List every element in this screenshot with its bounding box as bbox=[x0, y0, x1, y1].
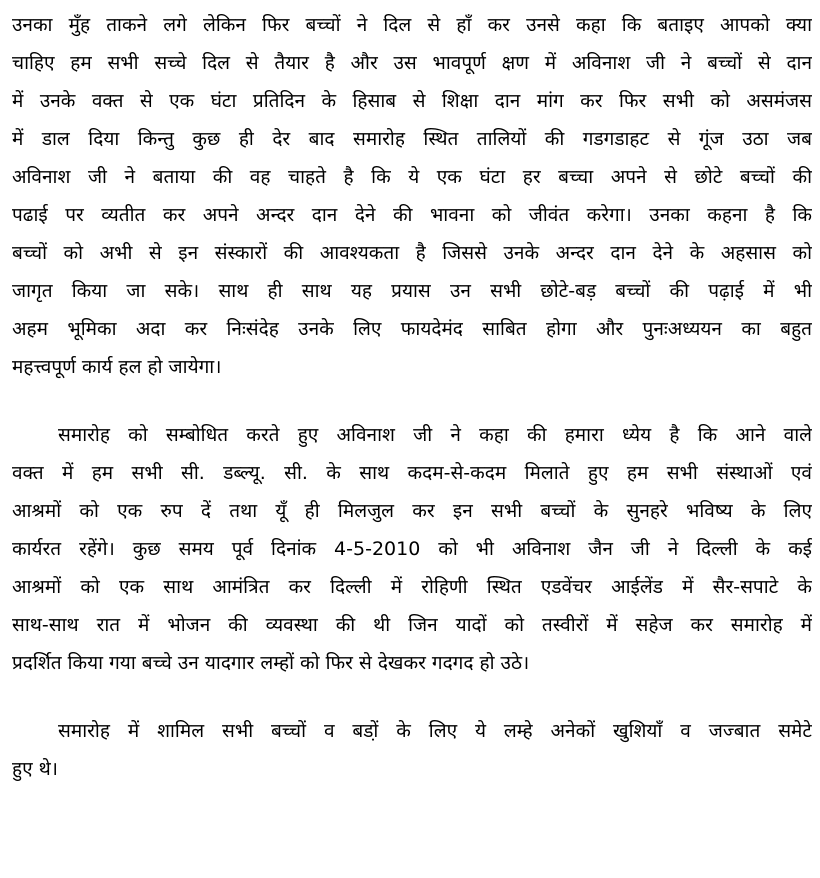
text-line: उनका मुँह ताकने लगे लेकिन फिर बच्चों ने दिल से हाँ कर उनसे कहा कि बताइए आपको क्या bbox=[12, 14, 812, 36]
text-line: महत्त्वपूर्ण कार्य हल हो जायेगा। bbox=[12, 356, 222, 378]
text-line: अहम भूमिका अदा कर निःसंदेह उनके लिए फायदेमंद साबित होगा और पुनःअध्ययन का बहुत bbox=[12, 318, 812, 340]
text-line: जागृत किया जा सके। साथ ही साथ यह प्रयास उन सभी छोटे-बड़ बच्चों की पढ़ाई में भी bbox=[12, 280, 812, 302]
text-line: आश्रमों को एक साथ आमंत्रित कर दिल्ली में रोहिणी स्थित एडवेंचर आईलेंड में सैर-सपाटे के bbox=[12, 576, 812, 598]
paragraph-2 bbox=[12, 416, 812, 682]
text-line: प्रदर्शित किया गया बच्चे उन यादगार लम्हों को फिर से देखकर गदगद हो उठे। bbox=[12, 652, 530, 674]
text-line: कार्यरत रहेंगे। कुछ समय पूर्व दिनांक 4-5-2010 को भी अविनाश जैन जी ने दिल्ली के कई bbox=[12, 538, 812, 560]
text-line: में उनके वक्त से एक घंटा प्रतिदिन के हिसाब से शिक्षा दान मांग कर फिर सभी को असमंजस bbox=[12, 90, 812, 112]
text-line: साथ-साथ रात में भोजन की व्यवस्था की थी जिन यादों को तस्वीरों में सहेज कर समारोह में bbox=[12, 614, 812, 636]
text-line: अविनाश जी ने बताया की वह चाहते है कि ये एक घंटा हर बच्चा अपने से छोटे बच्चों की bbox=[12, 166, 812, 188]
paragraph-spacer bbox=[12, 682, 812, 712]
text-line: में डाल दिया किन्तु कुछ ही देर बाद समारोह स्थित तालियों की गडगडाहट से गूंज उठा जब bbox=[12, 128, 812, 150]
text-line: आश्रमों को एक रुप दें तथा यूँ ही मिलजुल कर इन सभी बच्चों के सुनहरे भविष्य के लिए bbox=[12, 500, 812, 522]
document-page bbox=[12, 6, 812, 788]
text-line: समारोह में शामिल सभी बच्चों व बडा़ें के लिए ये लम्हे अनेकों खुशियाँ व जज्बात समेटे bbox=[58, 720, 812, 742]
paragraph-1 bbox=[12, 6, 812, 386]
text-line: बच्चों को अभी से इन संस्कारों की आवश्यकता है जिससे उनके अन्दर दान देने के अहसास को bbox=[12, 242, 812, 264]
paragraph-spacer bbox=[12, 386, 812, 416]
text-line: वक्त में हम सभी सी. डब्ल्यू. सी. के साथ कदम-से-कदम मिलाते हुए हम सभी संस्थाओं एवं bbox=[12, 462, 812, 484]
text-line: समारोह को सम्बोधित करते हुए अविनाश जी ने कहा की हमारा ध्येय है कि आने वाले bbox=[58, 424, 812, 446]
text-line: पढाई पर व्यतीत कर अपने अन्दर दान देने की भावना को जीवंत करेगा। उनका कहना है कि bbox=[12, 204, 812, 226]
paragraph-3 bbox=[12, 712, 812, 788]
text-line: चाहिए हम सभी सच्चे दिल से तैयार है और उस भावपूर्ण क्षण में अविनाश जी ने बच्चों से दान bbox=[12, 52, 812, 74]
text-line: हुए थे। bbox=[12, 758, 58, 780]
